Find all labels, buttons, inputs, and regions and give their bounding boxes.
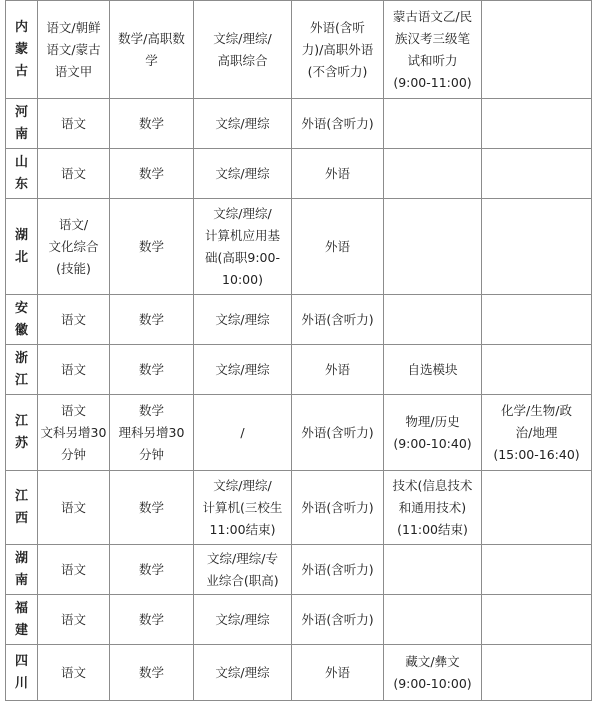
province-char: 徽 — [14, 322, 28, 338]
table-row — [6, 1, 592, 99]
province-char: 南 — [14, 572, 28, 588]
subject-cell-3 — [194, 395, 292, 471]
subject-cell-6 — [482, 395, 592, 471]
cell-line: 数学 — [138, 238, 164, 254]
province-char: 湖 — [14, 227, 28, 243]
province-cell — [6, 295, 38, 345]
cell-line: 学 — [145, 52, 158, 68]
cell-line: 计算机应用基 — [204, 227, 280, 243]
subject-cell-3 — [194, 1, 292, 99]
cell-line: / — [240, 424, 245, 440]
cell-line: 高职综合 — [217, 52, 268, 68]
subject-cell-4 — [292, 545, 384, 595]
cell-line: 外语(含听力) — [301, 311, 374, 327]
subject-cell-3 — [194, 295, 292, 345]
subject-cell-2 — [110, 1, 194, 99]
subject-cell-3 — [194, 471, 292, 545]
cell-line: 数学 — [138, 361, 164, 377]
province-char: 古 — [14, 63, 28, 79]
cell-line: 语文 — [60, 311, 86, 327]
cell-line: 数学 — [138, 165, 164, 181]
province-char: 西 — [14, 510, 28, 526]
cell-line: 文综/理综 — [215, 664, 270, 680]
subject-cell-1 — [38, 1, 110, 99]
province-cell — [6, 595, 38, 645]
subject-cell-6 — [482, 295, 592, 345]
cell-line: 外语(含听 — [310, 19, 365, 35]
table-row — [6, 99, 592, 149]
subject-cell-4 — [292, 295, 384, 345]
cell-line: 文综/理综 — [215, 611, 270, 627]
exam-schedule-table — [5, 0, 592, 701]
cell-line: 分钟 — [60, 446, 86, 462]
table-row — [6, 149, 592, 199]
table-row — [6, 345, 592, 395]
subject-cell-2 — [110, 99, 194, 149]
cell-line: 语文 — [60, 361, 86, 377]
cell-line: 文综/理综 — [215, 115, 270, 131]
subject-cell-1 — [38, 99, 110, 149]
subject-cell-4 — [292, 149, 384, 199]
cell-line: 外语(含听力) — [301, 561, 374, 577]
subject-cell-1 — [38, 645, 110, 701]
subject-cell-1 — [38, 395, 110, 471]
subject-cell-3 — [194, 595, 292, 645]
province-char: 河 — [14, 104, 28, 120]
province-char: 东 — [14, 176, 28, 192]
province-cell — [6, 99, 38, 149]
cell-line: 语文/ — [58, 216, 89, 232]
cell-line: 外语(含听力) — [301, 499, 374, 515]
subject-cell-6 — [482, 471, 592, 545]
subject-cell-4 — [292, 395, 384, 471]
cell-line: 藏文/彝文 — [405, 653, 460, 669]
province-cell — [6, 345, 38, 395]
subject-cell-1 — [38, 595, 110, 645]
cell-line: 语文/蒙古 — [46, 41, 101, 57]
cell-line: 语文/朝鲜 — [46, 19, 101, 35]
subject-cell-1 — [38, 345, 110, 395]
subject-cell-4 — [292, 595, 384, 645]
subject-cell-4 — [292, 471, 384, 545]
subject-cell-2 — [110, 395, 194, 471]
province-char: 四 — [14, 653, 28, 669]
cell-line: 分钟 — [138, 446, 164, 462]
cell-line: 语文 — [60, 115, 86, 131]
cell-line: 数学 — [138, 499, 164, 515]
subject-cell-6 — [482, 595, 592, 645]
cell-line: 语文 — [60, 165, 86, 181]
subject-cell-1 — [38, 471, 110, 545]
cell-line: 外语 — [324, 361, 350, 377]
cell-line: 自选模块 — [407, 361, 458, 377]
subject-cell-1 — [38, 545, 110, 595]
cell-line: 数学 — [138, 115, 164, 131]
cell-line: 语文 — [60, 611, 86, 627]
subject-cell-2 — [110, 471, 194, 545]
province-char: 北 — [14, 249, 28, 265]
province-cell — [6, 199, 38, 295]
subject-cell-3 — [194, 149, 292, 199]
province-cell — [6, 545, 38, 595]
subject-cell-4 — [292, 345, 384, 395]
subject-cell-3 — [194, 645, 292, 701]
cell-line: (不含听力) — [307, 63, 368, 79]
subject-cell-6 — [482, 199, 592, 295]
province-char: 湖 — [14, 550, 28, 566]
table-row — [6, 471, 592, 545]
cell-line: 数学 — [138, 402, 164, 418]
province-char: 建 — [14, 622, 28, 638]
cell-line: (11:00结束) — [397, 521, 468, 537]
cell-line: 语文 — [60, 499, 86, 515]
cell-line: 数学 — [138, 664, 164, 680]
cell-line: 文综/理综/ — [213, 30, 272, 46]
cell-line: 治/地理 — [515, 424, 558, 440]
province-char: 江 — [14, 488, 28, 504]
cell-line: 外语 — [324, 664, 350, 680]
cell-line: 文综/理综/专 — [207, 550, 278, 566]
table-row — [6, 395, 592, 471]
cell-line: 数学/高职数 — [118, 30, 185, 46]
cell-line: 数学 — [138, 561, 164, 577]
subject-cell-4 — [292, 99, 384, 149]
cell-line: 文综/理综 — [215, 165, 270, 181]
subject-cell-5 — [384, 471, 482, 545]
subject-cell-2 — [110, 345, 194, 395]
cell-line: 11:00结束) — [209, 521, 276, 537]
cell-line: 数学 — [138, 611, 164, 627]
subject-cell-4 — [292, 199, 384, 295]
subject-cell-1 — [38, 149, 110, 199]
cell-line: 外语(含听力) — [301, 115, 374, 131]
cell-line: 语文 — [60, 402, 86, 418]
cell-line: 蒙古语文乙/民 — [392, 8, 473, 24]
cell-line: (9:00-10:40) — [393, 435, 472, 451]
province-char: 南 — [14, 126, 28, 142]
province-char: 安 — [14, 300, 28, 316]
table-row — [6, 545, 592, 595]
subject-cell-5 — [384, 99, 482, 149]
cell-line: 业综合(职高) — [206, 572, 279, 588]
province-char: 福 — [14, 600, 28, 616]
province-char: 内 — [14, 19, 28, 35]
table-row — [6, 645, 592, 701]
cell-line: 语文甲 — [54, 63, 93, 79]
cell-line: 试和听力 — [407, 52, 458, 68]
subject-cell-3 — [194, 545, 292, 595]
cell-line: 文化综合 — [48, 238, 99, 254]
subject-cell-5 — [384, 645, 482, 701]
subject-cell-1 — [38, 295, 110, 345]
province-cell — [6, 1, 38, 99]
subject-cell-3 — [194, 199, 292, 295]
cell-line: (9:00-11:00) — [393, 74, 472, 90]
province-char: 蒙 — [14, 41, 28, 57]
cell-line: 文综/理综 — [215, 361, 270, 377]
subject-cell-5 — [384, 149, 482, 199]
subject-cell-2 — [110, 149, 194, 199]
province-char: 苏 — [14, 435, 28, 451]
cell-line: 外语 — [324, 165, 350, 181]
cell-line: 础(高职9:00- — [205, 249, 280, 265]
cell-line: 10:00) — [222, 271, 263, 287]
subject-cell-5 — [384, 545, 482, 595]
subject-cell-6 — [482, 345, 592, 395]
subject-cell-6 — [482, 545, 592, 595]
subject-cell-2 — [110, 595, 194, 645]
subject-cell-2 — [110, 545, 194, 595]
cell-line: 理科另增30 — [118, 424, 185, 440]
subject-cell-6 — [482, 1, 592, 99]
cell-line: 文科另增30 — [40, 424, 107, 440]
subject-cell-4 — [292, 645, 384, 701]
province-char: 江 — [14, 413, 28, 429]
subject-cell-5 — [384, 345, 482, 395]
cell-line: 族汉考三级笔 — [394, 30, 470, 46]
subject-cell-5 — [384, 395, 482, 471]
table-body — [6, 1, 592, 701]
cell-line: 和通用技术) — [398, 499, 467, 515]
province-cell — [6, 471, 38, 545]
subject-cell-5 — [384, 1, 482, 99]
subject-cell-5 — [384, 199, 482, 295]
cell-line: (技能) — [56, 260, 91, 276]
cell-line: 技术(信息技术 — [392, 477, 473, 493]
cell-line: 文综/理综/ — [213, 205, 272, 221]
table-row — [6, 295, 592, 345]
cell-line: 语文 — [60, 561, 86, 577]
subject-cell-3 — [194, 345, 292, 395]
province-cell — [6, 149, 38, 199]
cell-line: 外语(含听力) — [301, 611, 374, 627]
province-cell — [6, 395, 38, 471]
subject-cell-2 — [110, 199, 194, 295]
province-char: 川 — [14, 675, 28, 691]
subject-cell-6 — [482, 99, 592, 149]
cell-line: 外语(含听力) — [301, 424, 374, 440]
cell-line: 计算机(三校生 — [202, 499, 283, 515]
subject-cell-1 — [38, 199, 110, 295]
province-cell — [6, 645, 38, 701]
cell-line: 数学 — [138, 311, 164, 327]
table-row — [6, 199, 592, 295]
subject-cell-5 — [384, 295, 482, 345]
subject-cell-6 — [482, 149, 592, 199]
cell-line: 文综/理综 — [215, 311, 270, 327]
province-char: 山 — [14, 154, 28, 170]
cell-line: (15:00-16:40) — [493, 446, 580, 462]
subject-cell-2 — [110, 295, 194, 345]
cell-line: 力)/高职外语 — [301, 41, 374, 57]
cell-line: (9:00-10:00) — [393, 675, 472, 691]
subject-cell-3 — [194, 99, 292, 149]
cell-line: 外语 — [324, 238, 350, 254]
cell-line: 文综/理综/ — [213, 477, 272, 493]
cell-line: 物理/历史 — [405, 413, 460, 429]
province-char: 江 — [14, 372, 28, 388]
cell-line: 语文 — [60, 664, 86, 680]
subject-cell-4 — [292, 1, 384, 99]
cell-line: 化学/生物/政 — [501, 402, 572, 418]
subject-cell-6 — [482, 645, 592, 701]
subject-cell-2 — [110, 645, 194, 701]
table-row — [6, 595, 592, 645]
province-char: 浙 — [14, 350, 28, 366]
subject-cell-5 — [384, 595, 482, 645]
